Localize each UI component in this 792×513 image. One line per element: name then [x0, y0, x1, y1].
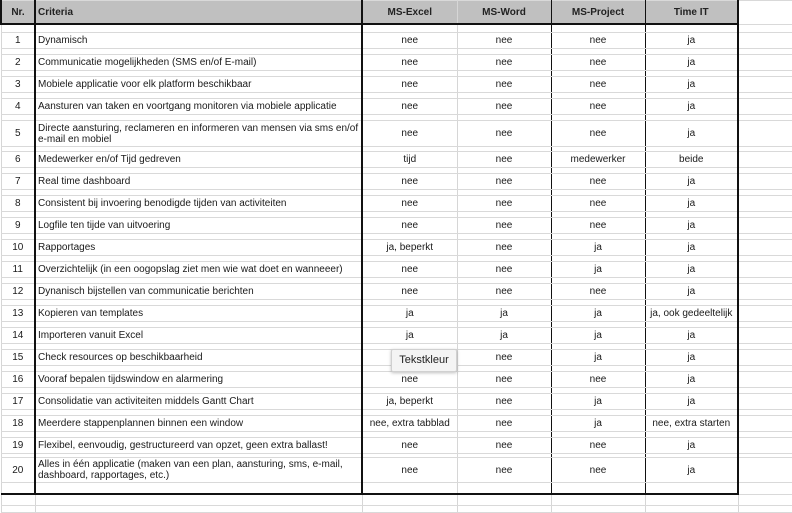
cell-criteria[interactable]: Real time dashboard	[35, 174, 362, 190]
cell-time-it[interactable]: nee, extra starten	[645, 416, 738, 432]
empty-cell[interactable]	[738, 506, 792, 513]
cell-ms-word[interactable]: nee	[457, 196, 551, 212]
empty-cell[interactable]	[738, 416, 792, 432]
cell-criteria[interactable]: Alles in één applicatie (maken van een plan, aansturing, sms, e-mail, dashboard, rapportages, etc.)	[35, 458, 362, 483]
spacer-row	[1, 483, 792, 495]
cell-time-it[interactable]: ja, ook gedeeltelijk	[645, 306, 738, 322]
cell-time-it[interactable]: ja	[645, 284, 738, 300]
empty-cell[interactable]	[738, 494, 792, 506]
cell-ms-word[interactable]: nee	[457, 152, 551, 168]
column-header-ms-word[interactable]: MS-Word	[457, 1, 551, 25]
empty-cell[interactable]	[738, 284, 792, 300]
cell-ms-word[interactable]: nee	[457, 458, 551, 483]
empty-cell[interactable]	[738, 240, 792, 256]
empty-cell[interactable]	[738, 152, 792, 168]
table-row	[1, 416, 792, 432]
cell-time-it[interactable]: ja	[645, 262, 738, 278]
cell-ms-project[interactable]: ja	[551, 262, 645, 278]
cell-time-it[interactable]: ja	[645, 458, 738, 483]
empty-cell[interactable]	[551, 483, 645, 495]
table-row	[1, 372, 792, 388]
cell-ms-project[interactable]: nee	[551, 121, 645, 147]
cell-ms-excel[interactable]: nee	[362, 99, 457, 115]
table-row	[1, 438, 792, 454]
cell-nr[interactable]: 19	[1, 438, 35, 454]
cell-ms-word[interactable]: ja	[457, 306, 551, 322]
cell-ms-project[interactable]: ja	[551, 306, 645, 322]
cell-time-it[interactable]: ja	[645, 218, 738, 234]
cell-ms-excel[interactable]: ja	[362, 306, 457, 322]
table-row	[1, 306, 792, 322]
empty-cell[interactable]	[457, 483, 551, 495]
spacer-row	[1, 24, 792, 33]
cell-ms-excel[interactable]: nee, extra tabblad	[362, 416, 457, 432]
cell-nr[interactable]: 20	[1, 458, 35, 483]
empty-cell[interactable]	[551, 24, 645, 33]
table-row	[1, 55, 792, 71]
cell-nr[interactable]: 4	[1, 99, 35, 115]
cell-ms-excel[interactable]: nee	[362, 218, 457, 234]
cell-nr[interactable]: 12	[1, 284, 35, 300]
cell-criteria[interactable]: Importeren vanuit Excel	[35, 328, 362, 344]
cell-ms-project[interactable]: ja	[551, 416, 645, 432]
cell-time-it[interactable]: ja	[645, 55, 738, 71]
cell-ms-word[interactable]: nee	[457, 372, 551, 388]
empty-cell[interactable]	[645, 506, 738, 513]
cell-ms-excel[interactable]: tijd	[362, 152, 457, 168]
cell-nr[interactable]: 18	[1, 416, 35, 432]
cell-ms-word[interactable]: ja	[457, 328, 551, 344]
empty-cell[interactable]	[457, 24, 551, 33]
table-body	[1, 24, 792, 513]
cell-time-it[interactable]: ja	[645, 240, 738, 256]
empty-cell[interactable]	[738, 458, 792, 483]
cell-time-it[interactable]: ja	[645, 350, 738, 366]
column-header-time-it[interactable]: Time IT	[645, 1, 738, 25]
table-row	[1, 152, 792, 168]
cell-ms-excel[interactable]: nee	[362, 438, 457, 454]
cell-criteria[interactable]: Mobiele applicatie voor elk platform beschikbaar	[35, 77, 362, 93]
cell-ms-excel[interactable]: nee	[362, 284, 457, 300]
empty-cell[interactable]	[551, 494, 645, 506]
empty-cell[interactable]	[738, 350, 792, 366]
cell-ms-word[interactable]: nee	[457, 174, 551, 190]
cell-ms-word[interactable]: nee	[457, 218, 551, 234]
cell-nr[interactable]: 10	[1, 240, 35, 256]
cell-ms-project[interactable]: nee	[551, 99, 645, 115]
empty-cell[interactable]	[35, 483, 362, 495]
cell-ms-word[interactable]: nee	[457, 394, 551, 410]
table-row	[1, 77, 792, 93]
cell-ms-project[interactable]: nee	[551, 372, 645, 388]
cell-nr[interactable]: 11	[1, 262, 35, 278]
cell-nr[interactable]: 5	[1, 121, 35, 147]
cell-ms-excel[interactable]: nee	[362, 196, 457, 212]
cell-ms-project[interactable]: nee	[551, 174, 645, 190]
table-row	[1, 33, 792, 49]
cell-time-it[interactable]: beide	[645, 152, 738, 168]
empty-cell[interactable]	[738, 24, 792, 33]
cell-ms-excel[interactable]: nee	[362, 77, 457, 93]
cell-nr[interactable]: 13	[1, 306, 35, 322]
cell-ms-excel[interactable]: ja, beperkt	[362, 394, 457, 410]
empty-cell[interactable]	[551, 506, 645, 513]
table-row	[1, 218, 792, 234]
empty-cell[interactable]	[738, 196, 792, 212]
empty-cell[interactable]	[362, 494, 457, 506]
cell-criteria[interactable]: Directe aansturing, reclameren en informeren van mensen via sms en/of e-mail en mobiel	[35, 121, 362, 147]
table-row	[1, 262, 792, 278]
cell-nr[interactable]: 9	[1, 218, 35, 234]
empty-cell[interactable]	[738, 262, 792, 278]
cell-criteria[interactable]: Communicatie mogelijkheden (SMS en/of E-mail)	[35, 55, 362, 71]
cell-ms-project[interactable]: nee	[551, 438, 645, 454]
cell-criteria[interactable]: Logfile ten tijde van uitvoering	[35, 218, 362, 234]
empty-cell[interactable]	[645, 24, 738, 33]
cell-nr[interactable]: 15	[1, 350, 35, 366]
column-header-ms-project[interactable]: MS-Project	[551, 1, 645, 25]
table-row	[1, 284, 792, 300]
cell-ms-project[interactable]: nee	[551, 55, 645, 71]
cell-nr[interactable]: 1	[1, 33, 35, 49]
empty-cell[interactable]	[35, 506, 362, 513]
cell-criteria[interactable]: Dynamisch	[35, 33, 362, 49]
table-row	[1, 240, 792, 256]
cell-time-it[interactable]: ja	[645, 438, 738, 454]
cell-ms-word[interactable]: nee	[457, 438, 551, 454]
cell-criteria[interactable]: Aansturen van taken en voortgang monitoren via mobiele applicatie	[35, 99, 362, 115]
empty-cell[interactable]	[362, 483, 457, 495]
cell-criteria[interactable]: Flexibel, eenvoudig, gestructureerd van opzet, geen extra ballast!	[35, 438, 362, 454]
empty-cell[interactable]	[1, 494, 35, 506]
table-row	[1, 328, 792, 344]
empty-cell[interactable]	[738, 121, 792, 147]
cell-nr[interactable]: 8	[1, 196, 35, 212]
cell-time-it[interactable]: ja	[645, 121, 738, 147]
empty-cell[interactable]	[1, 24, 35, 33]
cell-nr[interactable]: 3	[1, 77, 35, 93]
cell-criteria[interactable]: Meerdere stappenplannen binnen een window	[35, 416, 362, 432]
cell-criteria[interactable]: Kopieren van templates	[35, 306, 362, 322]
empty-cell[interactable]	[738, 328, 792, 344]
cell-criteria[interactable]: Medewerker en/of Tijd gedreven	[35, 152, 362, 168]
cell-nr[interactable]: 16	[1, 372, 35, 388]
empty-cell[interactable]	[738, 438, 792, 454]
empty-row	[1, 506, 792, 513]
cell-criteria[interactable]: Consolidatie van activiteiten middels Gantt Chart	[35, 394, 362, 410]
table-row	[1, 458, 792, 483]
empty-cell[interactable]	[738, 99, 792, 115]
cell-ms-excel[interactable]: nee	[362, 262, 457, 278]
cell-ms-word[interactable]: nee	[457, 240, 551, 256]
cell-criteria[interactable]: Consistent bij invoering benodigde tijden van activiteiten	[35, 196, 362, 212]
cell-ms-project[interactable]: nee	[551, 33, 645, 49]
cell-criteria[interactable]: Dynanisch bijstellen van communicatie berichten	[35, 284, 362, 300]
cell-nr[interactable]: 17	[1, 394, 35, 410]
cell-ms-excel[interactable]: nee	[362, 33, 457, 49]
cell-time-it[interactable]: ja	[645, 99, 738, 115]
cell-criteria[interactable]: Rapportages	[35, 240, 362, 256]
cell-ms-word[interactable]: nee	[457, 262, 551, 278]
empty-cell[interactable]	[457, 494, 551, 506]
cell-criteria[interactable]: Vooraf bepalen tijdswindow en alarmering	[35, 372, 362, 388]
empty-cell[interactable]	[738, 306, 792, 322]
empty-cell[interactable]	[362, 506, 457, 513]
empty-cell[interactable]	[738, 33, 792, 49]
empty-cell[interactable]	[738, 218, 792, 234]
empty-cell[interactable]	[35, 494, 362, 506]
cell-ms-word[interactable]: nee	[457, 77, 551, 93]
empty-cell[interactable]	[1, 506, 35, 513]
cell-ms-word[interactable]: nee	[457, 55, 551, 71]
cell-ms-excel[interactable]: nee	[362, 55, 457, 71]
cell-ms-project[interactable]: nee	[551, 77, 645, 93]
cell-time-it[interactable]: ja	[645, 174, 738, 190]
cell-time-it[interactable]: ja	[645, 77, 738, 93]
empty-cell[interactable]	[738, 55, 792, 71]
empty-cell[interactable]	[645, 494, 738, 506]
table-row	[1, 99, 792, 115]
cell-ms-project[interactable]: medewerker	[551, 152, 645, 168]
cell-ms-excel[interactable]: nee	[362, 458, 457, 483]
header-row	[1, 1, 792, 25]
cell-time-it[interactable]: ja	[645, 196, 738, 212]
cell-nr[interactable]: 2	[1, 55, 35, 71]
cell-ms-word[interactable]: nee	[457, 33, 551, 49]
table-row	[1, 121, 792, 147]
cell-ms-excel[interactable]: nee	[362, 121, 457, 147]
cell-ms-excel[interactable]: ja	[362, 328, 457, 344]
table-row	[1, 196, 792, 212]
empty-row	[1, 494, 792, 506]
cell-time-it[interactable]: ja	[645, 33, 738, 49]
cell-ms-project[interactable]: ja	[551, 350, 645, 366]
empty-cell[interactable]	[738, 1, 792, 25]
empty-cell[interactable]	[738, 372, 792, 388]
empty-cell[interactable]	[1, 483, 35, 495]
column-header-criteria[interactable]: Criteria	[35, 1, 362, 25]
empty-cell[interactable]	[362, 24, 457, 33]
tooltip: Tekstkleur	[391, 349, 457, 372]
cell-ms-project[interactable]: ja	[551, 394, 645, 410]
empty-cell[interactable]	[738, 77, 792, 93]
cell-ms-word[interactable]: nee	[457, 350, 551, 366]
cell-ms-word[interactable]: nee	[457, 284, 551, 300]
table-row	[1, 394, 792, 410]
cell-ms-word[interactable]: nee	[457, 121, 551, 147]
cell-ms-project[interactable]: nee	[551, 458, 645, 483]
cell-nr[interactable]: 7	[1, 174, 35, 190]
empty-cell[interactable]	[738, 394, 792, 410]
cell-ms-project[interactable]: ja	[551, 240, 645, 256]
cell-ms-excel[interactable]: nee	[362, 372, 457, 388]
empty-cell[interactable]	[457, 506, 551, 513]
cell-ms-project[interactable]: ja	[551, 328, 645, 344]
cell-ms-project[interactable]: nee	[551, 284, 645, 300]
column-header-nr[interactable]: Nr.	[1, 1, 35, 25]
empty-cell[interactable]	[35, 24, 362, 33]
cell-nr[interactable]: 14	[1, 328, 35, 344]
cell-ms-excel[interactable]: ja, beperkt	[362, 240, 457, 256]
cell-time-it[interactable]: ja	[645, 328, 738, 344]
cell-ms-excel[interactable]: nee	[362, 174, 457, 190]
cell-ms-word[interactable]: nee	[457, 416, 551, 432]
cell-nr[interactable]: 6	[1, 152, 35, 168]
empty-cell[interactable]	[738, 483, 792, 495]
column-header-ms-excel[interactable]: MS-Excel	[362, 1, 457, 25]
empty-cell[interactable]	[645, 483, 738, 495]
cell-criteria[interactable]: Check resources op beschikbaarheid	[35, 350, 362, 366]
cell-time-it[interactable]: ja	[645, 394, 738, 410]
cell-ms-project[interactable]: nee	[551, 196, 645, 212]
cell-ms-word[interactable]: nee	[457, 99, 551, 115]
cell-ms-project[interactable]: nee	[551, 218, 645, 234]
table-row	[1, 174, 792, 190]
cell-time-it[interactable]: ja	[645, 372, 738, 388]
empty-cell[interactable]	[738, 174, 792, 190]
cell-criteria[interactable]: Overzichtelijk (in een oogopslag ziet men wie wat doet en wanneeer)	[35, 262, 362, 278]
